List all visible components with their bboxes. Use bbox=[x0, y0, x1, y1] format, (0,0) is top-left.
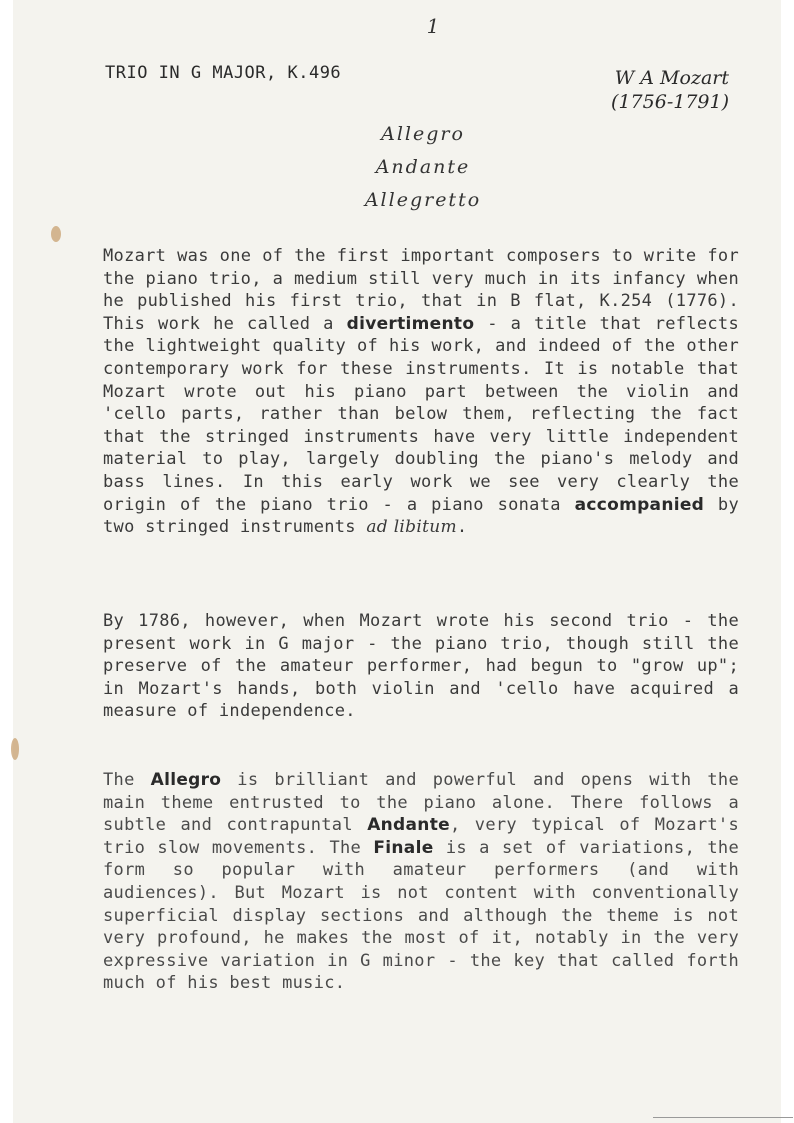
paragraph-second-trio: By 1786, however, when Mozart wrote his second trio - the present work in G major - the piano trio, though still the preserve of the amateur performer, had begun to "grow up"; in Mozart's hands, both violin and 'cello have acquired a measure of independence. bbox=[103, 611, 739, 722]
composer-name: W A Mozart bbox=[614, 67, 729, 89]
text-run: The bbox=[103, 770, 151, 790]
text-run: is a set of variations, the form so popular with amateur performers (and with audiences). But Mozart is not content with conventionally superficial display sections and although the theme is not very profound, he makes the most of it, notably in the very expressive variation in G minor - the key that called forth much of his best music. bbox=[103, 837, 739, 994]
movement-title: Andante bbox=[375, 156, 471, 178]
term-allegro: Allegro bbox=[150, 770, 222, 790]
scan-margin bbox=[0, 0, 13, 1123]
text-run: is brilliant and powerful and opens with the main theme entrusted to the piano alone. There follows a subtle and contrapuntal bbox=[103, 770, 740, 836]
text-run: - a title that reflects the lightweight quality of his work, and indeed of the other contemporary work for these instruments. It is notable that Mozart wrote out his piano part between the violin and 'cello parts, rather than below them, reflecting the fact that the stringed instruments have very little independent material to play, largely doubling the piano's melody and bass lines. In this early work we see very clearly the origin of the piano trio - a piano sonata bbox=[103, 313, 739, 515]
term-finale: Finale bbox=[373, 837, 434, 858]
stain-mark bbox=[51, 226, 61, 242]
movement-list bbox=[273, 118, 573, 217]
paragraph-history bbox=[103, 245, 739, 539]
page-edge-mark bbox=[653, 1117, 793, 1118]
page-number: 1 bbox=[426, 14, 440, 38]
document-title: TRIO IN G MAJOR, K.496 bbox=[105, 63, 342, 83]
term-divertimento: divertimento bbox=[346, 313, 475, 334]
composer-block bbox=[611, 66, 729, 114]
movement-title: Allegro bbox=[381, 123, 465, 145]
movement-title: Allegretto bbox=[364, 189, 482, 211]
term-ad-libitum: ad libitum bbox=[366, 517, 457, 538]
term-andante: Andante bbox=[367, 815, 450, 836]
text-run: Mozart was one of the first important composers to write for the piano trio, a medium still very much in its infancy when he published his first trio, that in B flat, K.254 (1776). This work he called a bbox=[103, 246, 739, 334]
stain-mark bbox=[11, 738, 19, 760]
paragraph-movements bbox=[103, 769, 739, 995]
text-run: . bbox=[456, 517, 468, 538]
text-run: , very typical of Mozart's trio slow movements. The bbox=[103, 815, 739, 858]
document-page bbox=[13, 0, 781, 1123]
composer-dates: (1756-1791) bbox=[611, 91, 729, 113]
term-accompanied: accompanied bbox=[574, 494, 705, 515]
text-run: by two stringed instruments bbox=[103, 494, 739, 538]
